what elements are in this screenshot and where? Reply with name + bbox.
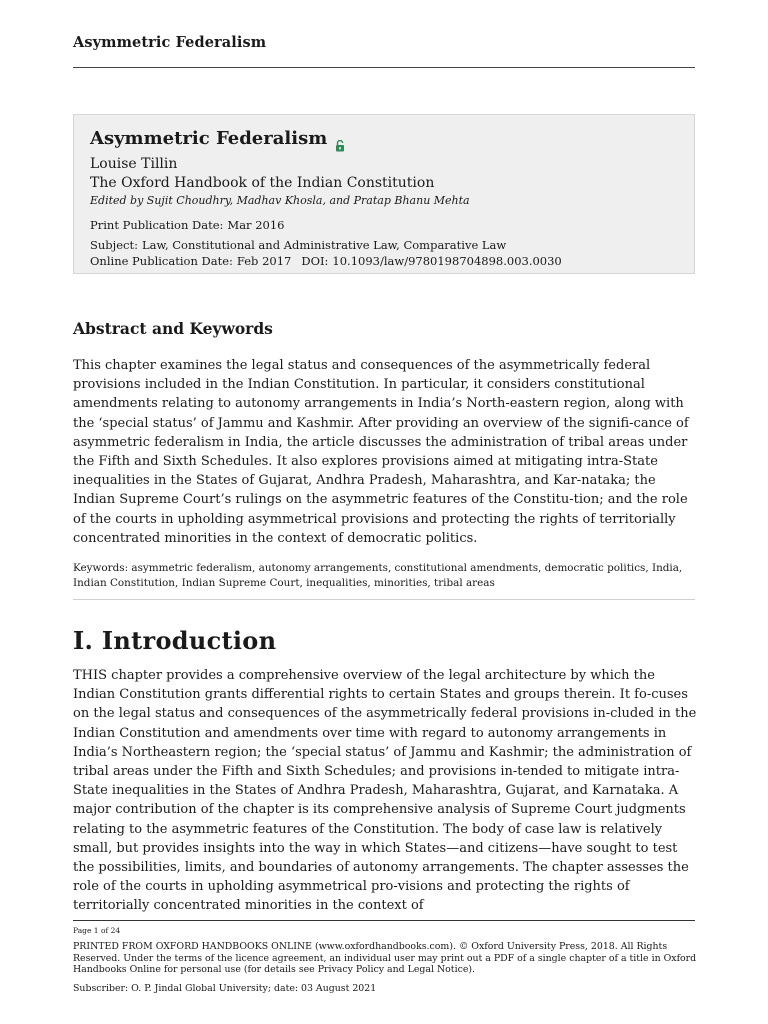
chapter-title: Asymmetric Federalism bbox=[90, 128, 328, 149]
subject-line bbox=[90, 237, 678, 253]
doi-label: DOI: bbox=[301, 254, 329, 268]
page-number: Page 1 of 24 bbox=[73, 926, 121, 935]
online-publication-line bbox=[90, 253, 678, 269]
footer-divider bbox=[73, 920, 695, 921]
keywords-line: Keywords: asymmetric federalism, autonomy arrangements, constitutional amendments, democratic politics, India, Indian Constitution, Indian Supreme Court, inequalities, minorities, tribal areas bbox=[73, 562, 683, 589]
book-editors: Edited by Sujit Choudhry, Madhav Khosla, and Pratap Bhanu Mehta bbox=[90, 194, 470, 207]
abstract-heading: Abstract and Keywords bbox=[73, 319, 273, 338]
chapter-metadata-box bbox=[73, 114, 695, 274]
keywords-divider bbox=[73, 599, 695, 600]
author-name: Louise Tillin bbox=[90, 156, 178, 172]
book-title: The Oxford Handbook of the Indian Constitution bbox=[90, 175, 435, 191]
online-date-label: Online Publication Date: bbox=[90, 254, 233, 268]
subscriber-line: Subscriber: O. P. Jindal Global University; date: 03 August 2021 bbox=[73, 983, 377, 994]
subject-label: Subject: bbox=[90, 238, 138, 252]
running-head: Asymmetric Federalism bbox=[73, 34, 267, 51]
copyright-notice: PRINTED FROM OXFORD HANDBOOKS ONLINE (www.oxfordhandbooks.com). © Oxford University Press, 2018. All Rights Reserved. Under the terms of the licence agreement, an individual user may print out a PDF of a single chapter of a title in Oxford Handbooks Online for personal use (for details see Privacy Policy and Legal Notice). bbox=[73, 941, 697, 975]
print-date-label: Print Publication Date: bbox=[90, 218, 224, 232]
introduction-paragraph: THIS chapter provides a comprehensive overview of the legal architecture by which the Indian Constitution grants differential rights to certain States and groups therein. It fo-cuses on the legal status and consequences of the asymmetrically federal provisions in-cluded in the Indian Constitution and amendments over time with regard to autonomy arrangements in India’s Northeastern region; the ‘special status’ of Jammu and Kashmir; the administration of tribal areas under the Fifth and Sixth Schedules; and provisions in-tended to mitigate intra-State inequalities in the States of Andhra Pradesh, Maharashtra, Gujarat, and Karnataka. A major contribution of the chapter is its comprehensive analysis of Supreme Court judgments relating to the asymmetric features of the Constitution. The body of case law is relatively small, but provides insights into the way in which States—and citizens—have sought to test the possibilities, limits, and boundaries of autonomy arrangements. The chapter assesses the role of the courts in upholding asymmetrical pro-visions and protecting the rights of territorially concentrated minorities in the context of bbox=[73, 668, 697, 914]
print-date-value: Mar 2016 bbox=[227, 218, 285, 232]
open-lock-icon bbox=[335, 135, 345, 147]
subject-value: Law, Constitutional and Administrative Law, Comparative Law bbox=[141, 238, 507, 252]
chapter-title-row bbox=[90, 127, 678, 151]
section-heading-introduction: I. Introduction bbox=[73, 626, 277, 655]
header-divider bbox=[73, 67, 695, 68]
print-publication-date bbox=[90, 217, 678, 233]
online-date-value: Feb 2017 bbox=[236, 254, 292, 268]
doi-value[interactable]: 10.1093/law/9780198704898.003.0030 bbox=[332, 254, 562, 268]
abstract-paragraph: This chapter examines the legal status and consequences of the asymmetrically federal provisions included in the Indian Constitution. In particular, it considers constitutional amendments relating to autonomy arrangements in India’s North-eastern region, along with the ‘special status’ of Jammu and Kashmir. After providing an overview of the signifi-cance of asymmetric federalism in India, the article discusses the administration of tribal areas under the Fifth and Sixth Schedules. It also explores provisions aimed at mitigating intra-State inequalities in the States of Gujarat, Andhra Pradesh, Maharashtra, and Kar-nataka; the Indian Supreme Court’s rulings on the asymmetric features of the Constitu-tion; and the role of the courts in upholding asymmetrical provisions and protecting the rights of territorially concentrated minorities in the context of democratic politics. bbox=[73, 358, 689, 546]
